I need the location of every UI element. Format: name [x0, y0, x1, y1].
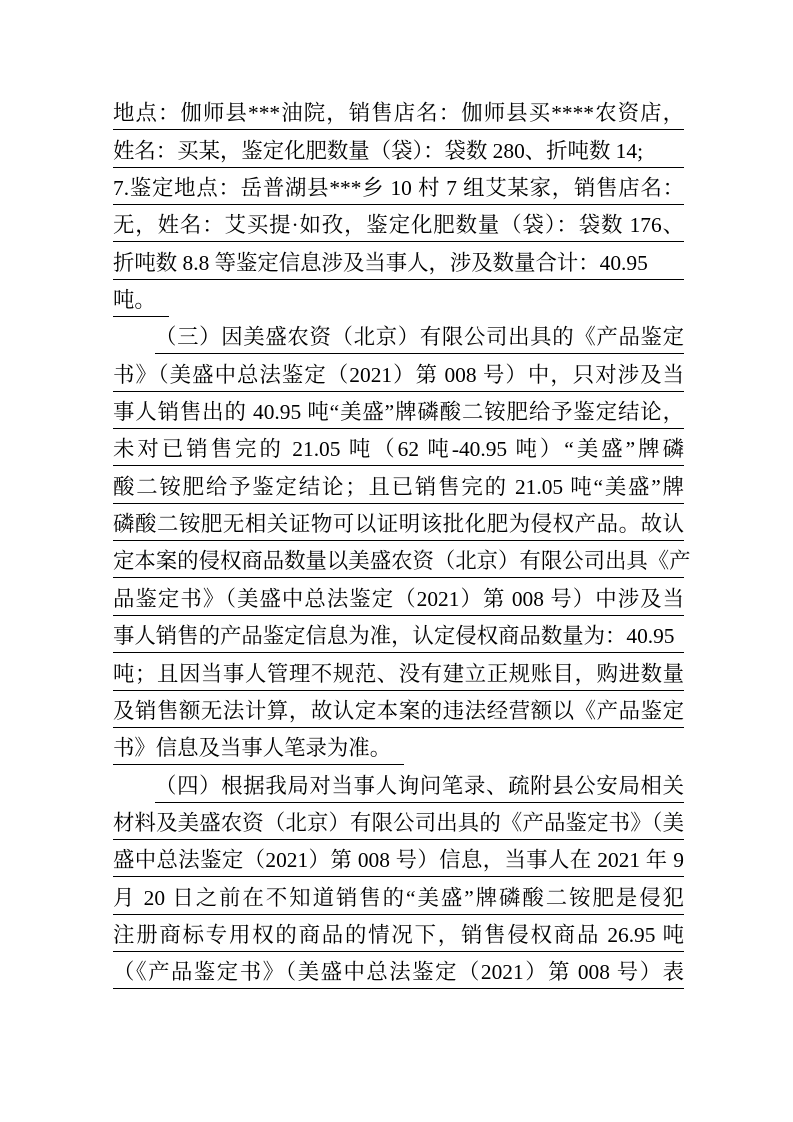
- text-line-15: [113, 616, 684, 653]
- text-line-11: [113, 466, 684, 503]
- text-line-10-content: 未对已销售完的 21.05 吨（62 吨-40.95 吨）“美盛”牌磷: [113, 438, 684, 466]
- text-line-3-content: 7.鉴定地点：岳普湖县***乡 10 村 7 组艾某家，销售店名：: [113, 177, 684, 205]
- text-line-20-content: 材料及美盛农资（北京）有限公司出具的《产品鉴定书》（美: [113, 812, 684, 840]
- text-line-4-content: 无，姓名：艾买提·如孜，鉴定化肥数量（袋）：袋数 176、: [113, 214, 684, 242]
- text-line-12: [113, 504, 684, 541]
- text-line-20: [113, 803, 684, 840]
- document-text-block: [113, 93, 691, 989]
- text-line-1-content: 地点：伽师县***油院，销售店名：伽师县买****农资店，: [113, 102, 684, 130]
- text-line-8-content: 书》（美盛中总法鉴定（2021）第 008 号）中，只对涉及当: [113, 364, 684, 392]
- text-line-7-content: （三）因美盛农资（北京）有限公司出具的《产品鉴定: [155, 326, 684, 354]
- text-line-7: [113, 317, 684, 354]
- text-line-17-content: 及销售额无法计算，故认定本案的违法经营额以《产品鉴定: [113, 700, 684, 728]
- text-line-8: [113, 354, 684, 391]
- text-line-5-content: 折吨数 8.8 等鉴定信息涉及当事人，涉及数量合计：40.95: [113, 252, 684, 280]
- text-line-23-content: 注册商标专用权的商品的情况下，销售侵权商品 26.95 吨: [113, 924, 684, 952]
- text-line-18: [113, 728, 684, 765]
- text-line-19: [113, 765, 684, 802]
- text-line-16-content: 吨；且因当事人管理不规范、没有建立正规账目，购进数量: [113, 663, 684, 691]
- text-line-12-content: 磷酸二铵肥无相关证物可以证明该批化肥为侵权产品。故认: [113, 513, 684, 541]
- text-line-5: [113, 242, 684, 279]
- text-line-24-content: （《产品鉴定书》（美盛中总法鉴定（2021）第 008 号）表: [113, 961, 684, 989]
- text-line-18-content: 书》信息及当事人笔录为准。: [113, 737, 404, 765]
- text-line-14: [113, 578, 684, 615]
- text-line-19-content: （四）根据我局对当事人询问笔录、疏附县公安局相关: [155, 775, 684, 803]
- text-line-10: [113, 429, 684, 466]
- text-line-9-content: 事人销售出的 40.95 吨“美盛”牌磷酸二铵肥给予鉴定结论，: [113, 401, 684, 429]
- text-line-16: [113, 653, 684, 690]
- text-line-2: [113, 130, 684, 167]
- text-line-21: [113, 840, 684, 877]
- text-line-22: [113, 877, 684, 914]
- text-line-22-content: 月 20 日之前在不知道销售的“美盛”牌磷酸二铵肥是侵犯: [113, 887, 684, 915]
- text-line-17: [113, 691, 684, 728]
- text-line-13: [113, 541, 691, 578]
- text-line-11-content: 酸二铵肥给予鉴定结论；且已销售完的 21.05 吨“美盛”牌: [113, 476, 684, 504]
- text-line-2-content: 姓名：买某，鉴定化肥数量（袋）：袋数 280、折吨数 14;: [113, 140, 684, 168]
- text-line-15-content: 事人销售的产品鉴定信息为准，认定侵权商品数量为：40.95: [113, 625, 684, 653]
- text-line-23: [113, 915, 684, 952]
- text-line-21-content: 盛中总法鉴定（2021）第 008 号）信息，当事人在 2021 年 9: [113, 849, 684, 877]
- text-line-3: [113, 168, 684, 205]
- text-line-13-content: 定本案的侵权商品数量以美盛农资（北京）有限公司出具《产: [113, 550, 684, 578]
- text-line-1: [113, 93, 684, 130]
- text-line-14-content: 品鉴定书》（美盛中总法鉴定（2021）第 008 号）中涉及当: [113, 588, 684, 616]
- text-line-24: [113, 952, 684, 989]
- text-line-4: [113, 205, 684, 242]
- text-line-6: [113, 280, 684, 317]
- text-line-9: [113, 392, 684, 429]
- text-line-6-content: 吨。: [113, 289, 169, 317]
